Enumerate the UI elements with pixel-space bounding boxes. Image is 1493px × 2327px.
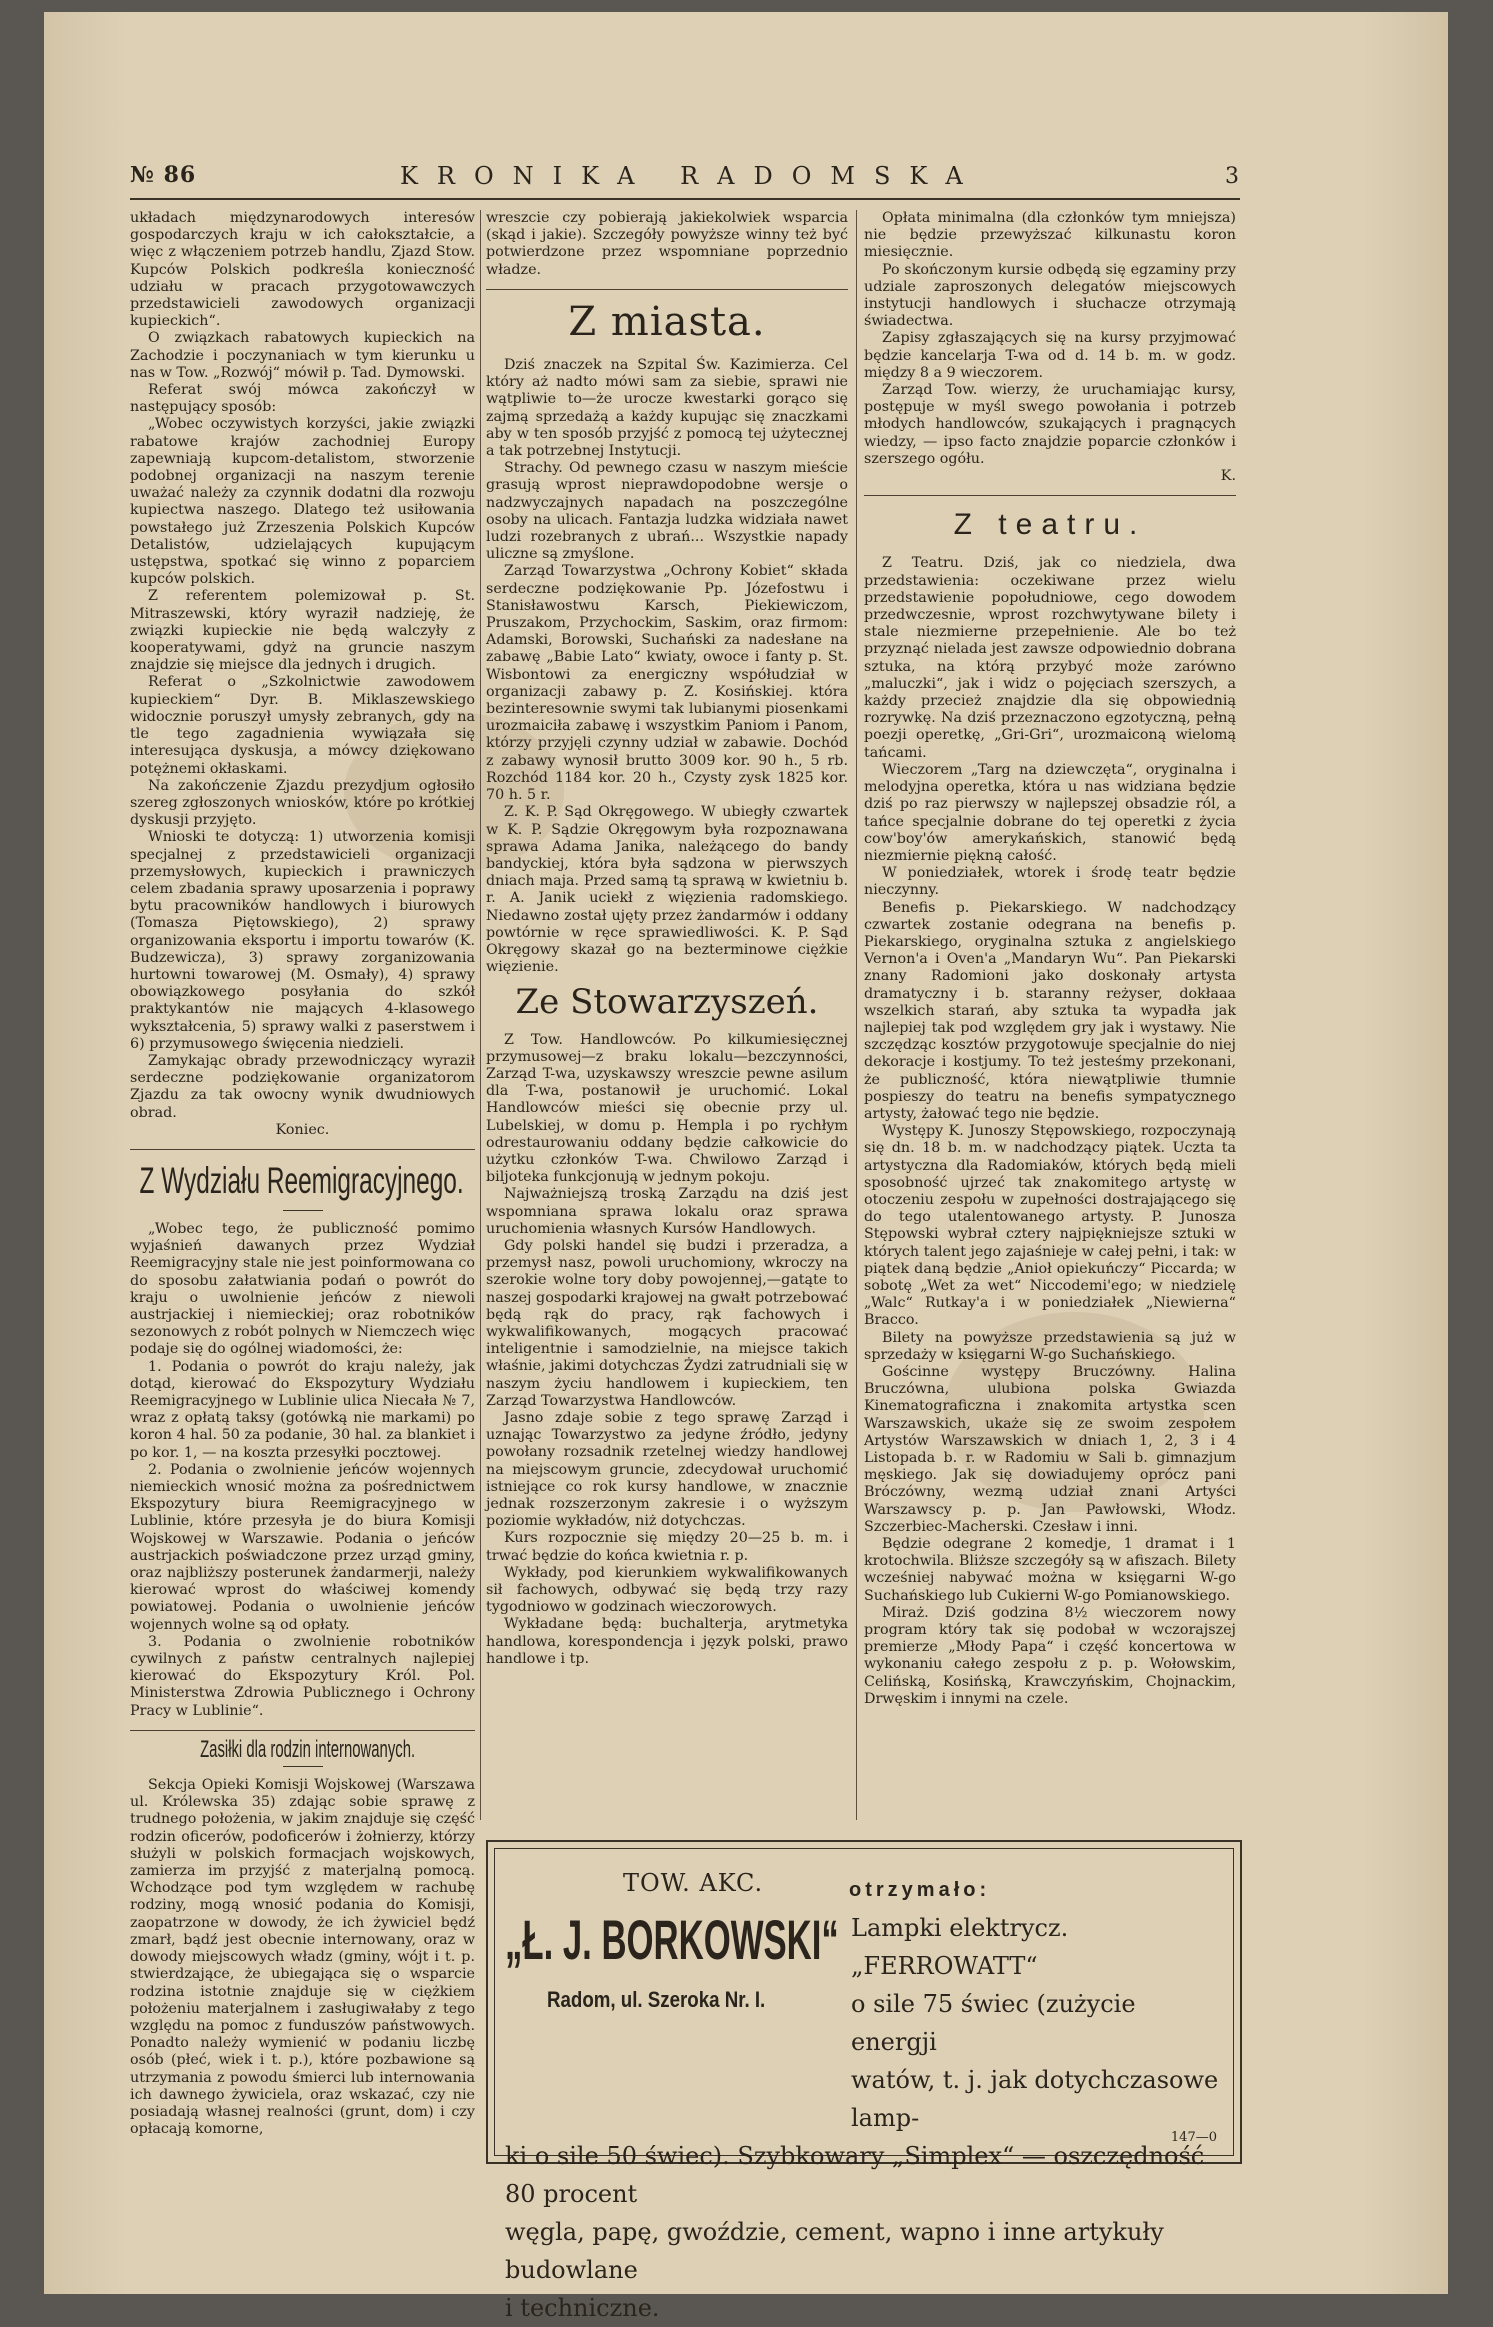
ad-address: Radom, ul. Szeroka Nr. I. [547, 1987, 766, 2012]
article-paragraph: układach międzynarodowych interesów gospodarczych kraju w ich całokształcie, a więc z włączeniem potrzeb handlu, Zjazd Stow. Kupców Polskich podkreśla konieczność udziału w pracach przygotowawczych przedstawicieli zawodowych organizacji kupieckich“. [130, 210, 475, 330]
article-paragraph: „Wobec tego, że publiczność pomimo wyjaśnień dawanych przez Wydział Reemigracyjny stale nie jest poinformowana co do sposobu załatwiania podań o powrót do kraju o uwolnienie jeńców z niewoli austrjackiej i niemieckiej; oraz robotników sezonowych z robót polnych w Niemczech więc podaje się do ogólnej wiadomości, że: [130, 1220, 475, 1358]
article-paragraph: Z. K. P. Sąd Okręgowego. W ubiegły czwartek w K. P. Sądzie Okręgowym była rozpoznawana sprawa Adama Janika, należącego do bandy bandyckiej, która była sądzona w pierwszych dniach maja. Przed samą tą sprawą w kwietniu b. r. A. Janik uciekł z więzienia radomskiego. Niedawno został ujęty przez żandarmów i oddany powtórnie w ręce sprawiedliwości. K. P. Sąd Okręgowy skazał go na bezterminowe ciężkie więzienie. [486, 804, 848, 976]
article-signature: K. [1220, 468, 1236, 485]
article-paragraph: Wieczorem „Targ na dziewczęta“, oryginalna i melodyjna operetka, która u nas widziana będzie dziś po raz pierwszy w najlepszej obsadzie ról, a tańce specjalnie dobrane do tej operetki z życia cow'boy'ów amerykańskich, stanowić będą niezmiernie piękną całość. [864, 761, 1236, 864]
article-paragraph: Wykładane będą: buchalterja, arytmetyka handlowa, korespondencja i język polski, prawo handlowe i tp. [486, 1616, 848, 1667]
article-paragraph: Z Teatru. Dziś, jak co niedziela, dwa przedstawienia: oczekiwane przez wielu przedstawienie popołudniowe, cego dowodem przedwczesnie, wprost rozchwytywane bilety i stale niezmierne przepełnienie. Ale bo też przyznąć nielada jest zawsze odpowiednio dobrana sztuka, na którą przybyć może zarówno „maluczki“, jak i widz o pojęciach szerszych, a każdy przecież znajdzie dla się obpowiednią rozrywkę. Na dziś przeznaczono egzotyczną, pełną poezji operetkę, „Gri-Gri“, urozmaiconą wielomą tańcami. [864, 555, 1236, 761]
section-rule [130, 1730, 475, 1731]
newspaper-title: KRONIKA RADOMSKA [400, 162, 982, 190]
ad-line: Lampki elektrycz. „FERROWATT“ [851, 1914, 1069, 1980]
article-paragraph: 3. Podania o zwolnienie robotników cywilnych z państw centralnych najlepiej kierować do Ekspozytury Król. Pol. Ministerstwa Zdrowia Publicznego i Ochrony Pracy w Lublinie“. [130, 1633, 475, 1719]
borkowski-advertisement [486, 1840, 1242, 2322]
ad-line: watów, t. j. jak dotychczasowe lamp- [851, 2066, 1219, 2132]
article-paragraph: O związkach rabatowych kupieckich na Zachodzie i poczynaniach w tym kierunku u nas w Tow. „Rozwój“ mówił p. Tad. Dymowski. [130, 330, 475, 381]
article-paragraph: Dziś znaczek na Szpital Św. Kazimierza. Cel który aż nadto mówi sam za siebie, sprawi nie wątpliwie to—że urocze kwestarki gorąco się zajmą sprzedażą a każdy kupując się znaczkami aby w ten sposób przyjść z pomocą tej użytecznej a tak potrzebnej Instytucji. [486, 357, 848, 460]
article-paragraph: „Wobec oczywistych korzyści, jakie związki rabatowe krajów zachodniej Europy zapewniają kupcom-detalistom, stworzenie podobnej organizacji na naszym terenie uważać należy za czynnik dodatni dla rozwoju kupiectwa naszego. Dlatego też usiłowania powstałego już Zrzeszenia Polskich Kupców Detalistów, udzielających kupującym ustępstwa, spotkać się winno z poparciem kupców polskich. [130, 416, 475, 588]
heading-wydzial-reemigracyjny: Z Wydziału Reemigracyjnego. [139, 1159, 464, 1201]
ad-code: 147—0 [1170, 2130, 1217, 2145]
ad-line: i techniczne. [505, 2294, 660, 2322]
article-paragraph: Sekcja Opieki Komisji Wojskowej (Warszawa ul. Królewska 35) zdając sobie sprawę z trudnego położenia, w jakim znajduje się część rodzin oficerów, podoficerów i żołnierzy, którzy służyli w polskich formacjach wojskowych, zamierza im przyjść z materjalną pomocą. Wchodzące pod tym względem w rachubę rodziny, mogą wnosić podania do Komisji, zaopatrzone w dowody, że ich żywiciel będź zmarł, bądź jest obecnie internowany, oraz w dowody miejscowych władz (gminy, wójt i t. p. stwierdzające, że ubiegająca się o wsparcie rodzina istotnie znajduje się w ciężkiem położeniu materjalnem i zasługiwałaby z tego względu na pomoc z funduszów państwowych. Ponadto należy wymienić w podaniu liczbę osób (płeć, wiek i t. p.), które pozbawione są utrzymania z powodu śmierci lub internowania ich dawnego żywiciela, oraz wskazać, czy nie posiadają własnej realności (grunt, dom) i czy opłacają komorne, [130, 1777, 475, 2138]
article-paragraph: Wykłady, pod kierunkiem wykwalifikowanych sił fachowych, odbywać się będą trzy razy tygodniowo w godzinach wieczorowych. [486, 1564, 848, 1616]
article-paragraph: Opłata minimalna (dla członków tym mniejsza) nie będzie przewyższać kilkunastu koron miesięcznie. [864, 210, 1236, 261]
ad-line: o sile 75 świec (zużycie energji [851, 1990, 1136, 2056]
heading-zasilki: Zasiłki dla rodzin internowanych. [200, 1735, 416, 1763]
section-rule [486, 289, 848, 290]
column-2 [486, 210, 848, 1668]
article-paragraph: Gościnne występy Bruczówny. Halina Bruczówna, ulubiona polska Gwiazda Kinematograficzna i znakomita artystka scen Warszawskich, ukaże się ze swoim zespołem Artystów Warszawskich w dniach 1, 2, 3 i 4 Listopada b. r. w Radomiu w Sali b. gimnazjum męskiego. Jak się dowiadujemy oprócz pani Bróczówny, wezmą udział znani Artyści Warszawscy p. p. Jan Pawłowski, Włodz. Szczerbiec-Macherski. Czesław i inni. [864, 1364, 1236, 1535]
column-divider [480, 210, 481, 1820]
article-paragraph: wreszcie czy pobierają jakiekolwiek wsparcia (skąd i jakie). Szczegóły powyższe winny też być potwierdzone przez wspomniane poprzednio władze. [486, 210, 848, 278]
header-rule [130, 198, 1240, 200]
article-paragraph: Z referentem polemizował p. St. Mitraszewski, który wyraził nadzieję, że związki kupieckie nie będą walczyły z kooperatywami, gdyż na gruncie naszym znajdzie się miejsce dla jednych i drugich. [130, 588, 475, 674]
section-rule [130, 1149, 475, 1150]
article-paragraph: Kurs rozpocznie się między 20—25 b. m. i trwać będzie do końca kwietnia r. p. [486, 1530, 848, 1564]
small-rule [283, 1210, 323, 1211]
article-paragraph: Referat swój mówca zakończył w następujący sposób: [130, 382, 475, 416]
article-paragraph: Występy K. Junoszy Stępowskiego, rozpoczynają się dn. 18 b. m. w nadchodzący piątek. Uczta ta artystyczna dla Radomiaków, których będą mieli sposobność ujrzeć tak znakomitego artystę w otoczeniu zespołu w zupełności dostrajającego się do tego utalentowanego artysty. P. Junosza Stępowski wybrał cztery najpiękniejsze sztuki w których talent jego zajaśnieje w całej pełni, i tak: w piątek daną będzie „Anioł opiekuńczy“ Piccarda; w sobotę „Wet za wet“ Niccodemi'ego; w niedzielę „Walc“ Rutkay'a i w poniedziałek „Niewierna“ Bracco. [864, 1123, 1236, 1329]
article-paragraph: Strachy. Od pewnego czasu w naszym mieście grasują wprost nieprawdopodobne wersje o nadzwyczajnych napadach na poszczególne osoby na ulicach. Fantazja ludzka widziała nawet ludzi rozebranych z ubrań... Wszystkie napady uliczne są zmyślone. [486, 460, 848, 563]
heading-z-teatru: Z teatru. [953, 508, 1147, 542]
section-rule [864, 495, 1236, 496]
article-paragraph: Najważniejszą troską Zarządu na dziś jest wspomniana sprawa lokalu oraz sprawa uruchomienia własnych Kursów Handlowych. [486, 1186, 848, 1237]
ad-line: węgla, papę, gwoździe, cement, wapno i inne artykuły budowlane [505, 2218, 1164, 2284]
column-3 [864, 210, 1236, 1708]
issue-number: № 86 [130, 162, 197, 188]
article-paragraph: Wnioski te dotyczą: 1) utworzenia komisji specjalnej z przedstawicieli organizacji przemysłowych, kupieckich i prawniczych celem zbadania sprawy uposarzenia i poprawy bytu pracowników handlowych i biurowych (Tomasza Piętowskiego), 2) sprawy organizowania eksportu i importu towarów (K. Budzewicza), 3) sprawy zorganizowania hurtowni towarowej (M. Osmały), 4) sprawy obowiązkowego posyłania do szkół praktykantów nie mających 4-klasowego wykształcenia, 5) sprawy walki z paserstwem i 6) przymusowego święcenia niedzieli. [130, 829, 475, 1052]
article-paragraph: Zarząd Towarzystwa „Ochrony Kobiet“ składa serdeczne podziękowanie Pp. Józefostwu i Stanisławostwu Karsch, Piekiewiczom, Pruszakom, Przychockim, Saskim, oraz firmom: Adamski, Borowski, Suchański za nadesłane na zabawę „Babie Lato“ kwiaty, owoce i fanty p. St. Wisbontowi za energiczny współudział w organizacji zabawy p. Z. Kosińskiej. która bezinteresownie swymi tak lubianymi piosenkami urozmaiciła zabawę i wszystkim Paniom i Panom, którzy przyjęli czynny udział w zabawie. Dochód z zabawy wynosił brutto 3009 kor. 90 h., 5 rb. Rozchód 1184 kor. 20 h., Czysty zysk 1825 kor. 70 h. 5 r. [486, 563, 848, 804]
ad-received-label: otrzymało: [849, 1879, 991, 1901]
ad-body [505, 1909, 1227, 2327]
column-divider [856, 210, 857, 1820]
page-header [130, 162, 1240, 202]
article-paragraph: Miraż. Dziś godzina 8½ wieczorem nowy program który tak się podobał w wczorajszej premierze „Młody Papa“ i część koncertowa w wykonaniu całego zespołu z p. p. Wołowskim, Celińską, Kosińską, Krawczyńskim, Chojnackim, Drwęskim i innymi na czele. [864, 1604, 1236, 1707]
ad-company-name: „Ł. J. BORKOWSKI“ [505, 1908, 839, 1971]
small-rule [283, 1766, 323, 1767]
ad-line: ki o sile 50 świec). Szybkowary „Simplex“ — oszczędność 80 procent [505, 2142, 1205, 2208]
article-paragraph: Na zakończenie Zjazdu prezydjum ogłosiło szereg zgłoszonych wniosków, które po krótkiej dyskusji przyjęto. [130, 777, 475, 829]
article-paragraph: Jasno zdaje sobie z tego sprawę Zarząd i uznając Towarzystwo za jedyne źródło, jedyny powołany rozsadnik rzetelnej wiedzy handlowej na miejscowym gruncie, zdecydował uruchomić istniejące co rok kursy handlowe, w znacznie jednak rozszerzonym zakresie i o wyższym poziomie wykładów, niż dotychczas. [486, 1410, 848, 1530]
article-paragraph: Benefis p. Piekarskiego. W nadchodzący czwartek zostanie odegrana na benefis p. Piekarskiego, oryginalna sztuka z angielskiego Vernon'a i Oven'a „Mandaryn Wu“. Pan Piekarski znany Radomioni jako doskonały artysta dramatyczny i b. staranny reżyser, dokłaaa wszelkich starań, aby sztuka ta wypadła jak najlepiej tak pod względem gry jak i wystawy. Nie szczędząc kosztów przygotowuje specjalnie do niej dekoracje i kostjumy. To też jesteśmy przekonani, że publiczność, która niewątpliwie tłumnie pospieszy do teatru na benefis sympatycznego artysty, żałować tego nie będzie. [864, 899, 1236, 1122]
article-paragraph: Gdy polski handel się budzi i przeradza, a przemysł nasz, powoli uruchomiony, wkroczy na szerokie wolne tory doby powojennej,—gatąte to naszej gospodarki krajowej na gwałt potrzebować będą rąk do pracy, rąk fachowych i wykwalifikowanych, mogących pracować inteligentnie i samodzielnie, na miejsce takich właśnie, jakimi dotychczas Żydzi zatrudniali się w naszym życiu handlowem i kupieckiem, ten Zarząd Towarzystwa Handlowców. [486, 1237, 848, 1409]
article-paragraph: Zarząd Tow. wierzy, że uruchamiając kursy, postępuje w myśl swego powołania i potrzeb młodych handlowców, szukających i pragnących wiedzy, — ipso facto znajdzie poparcie członków i szerszego ogółu. [864, 382, 1236, 467]
article-paragraph: Będzie odegrane 2 komedje, 1 dramat i 1 krotochwila. Bliższe szczegóły są w afiszach. Bilety wcześniej nabywać można w księgarni W-go Suchańskiego lub Cukierni W-go Pomianowskiego. [864, 1536, 1236, 1604]
article-paragraph: Zapisy zgłaszających się na kursy przyjmować będzie kancelarja T-wa od d. 14 b. m. w godz. między 8 a 9 wieczorem. [864, 330, 1236, 381]
article-end: Koniec. [275, 1121, 330, 1138]
ad-company-type: TOW. AKC. [623, 1869, 764, 1897]
page-number: 3 [1225, 164, 1240, 189]
ad-inner-frame [494, 1848, 1234, 2322]
article-paragraph: W poniedziałek, wtorek i środę teatr będzie nieczynny. [864, 865, 1236, 899]
heading-z-miasta: Z miasta. [568, 298, 766, 345]
column-1 [130, 210, 475, 2138]
article-paragraph: 2. Podania o zwolnienie jeńców wojennych niemieckich wnosić można za pośrednictwem Ekspozytury biura Reemigracyjnego w Lublinie, które przesyła je do biura Komisji Wojskowej w Warszawie. Podania o jeńców austrjackich poświadczone przez urząd gminy, oraz najbliższy posterunek żandarmerji, należy kierować wprost do właściwej komendy powiatowej. Podania o uwolnienie jeńców wojennych wolne są od opłaty. [130, 1461, 475, 1633]
article-paragraph: 1. Podania o powrót do kraju należy, jak dotąd, kierować do Ekspozytury Wydziału Reemigracyjnego w Lublinie ulica Niecała № 7, wraz z opłatą taksy (gotówką nie markami) po koron 4 hal. 50 za podanie, 30 hal. za blankiet i po kor. 1, — na koszta przesyłki pocztowej. [130, 1358, 475, 1461]
article-paragraph: Po skończonym kursie odbędą się egzaminy przy udziale zaproszonych delegatów miejscowych instytucji handlowych i słuchacze otrzymają świadectwa. [864, 261, 1236, 330]
article-paragraph: Zamykając obrady przewodniczący wyraził serdeczne podziękowanie organizatorom Zjazdu za tak owocny wynik dwudniowych obrad. [130, 1052, 475, 1121]
article-paragraph: Referat o „Szkolnictwie zawodowem kupieckiem“ Dyr. B. Miklaszewskiego widocznie poruszył umysły zebranych, gdy na tle tego zagadnienia wywiązała się interesująca dyskusja, a mówcy dziękowano potężnemi okłaskami. [130, 674, 475, 777]
heading-ze-stowarzyszen: Ze Stowarzyszeń. [515, 982, 819, 1023]
article-paragraph: Z Tow. Handlowców. Po kilkumiesięcznej przymusowej—z braku lokalu—bezczynności, Zarząd T-wa, uzyskawszy wreszcie pewne asilum dla T-wa, postanowił je uruchomić. Lokal Handlowców mieści się obecnie przy ul. Lubelskiej, w domu p. Hempla i po rychłym odrestaurowaniu oddany będzie całkowicie do użytku członków T-wa. Chwilowo Zarząd i biljoteka funkcjonują w jednym pokoju. [486, 1031, 848, 1186]
article-paragraph: Bilety na powyższe przedstawienia są już w sprzedaży w księgarni W-go Suchańskiego. [864, 1329, 1236, 1363]
